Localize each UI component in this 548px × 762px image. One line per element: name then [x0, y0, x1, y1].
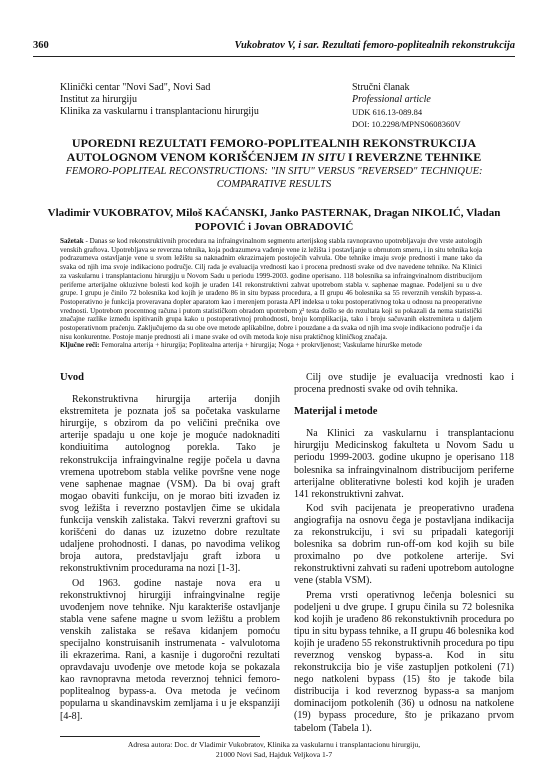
running-title: Vukobratov V, i sar. Rezultati femoro-poplitealnih rekonstrukcija: [234, 40, 515, 51]
footnote-line: 21000 Novi Sad, Hajduk Veljkova 1-7: [215, 749, 333, 759]
body-paragraph: Kod svih pacijenata je preoperativno urađena angiografija na osnovu čega je postavljana indikacija za rekonstrukciju, i svi su pripadali kategoriji bolesnika sa dobrim run-off-om kod kojih su bile proximalno po dve potkolene arterije. Svi rekonstruktivni zahvati su rađeni upotrebom autologne vene (stabla VSM).: [294, 502, 514, 587]
body-paragraph: Od 1963. godine nastaje nova era u rekonstruktivnoj hirurgiji infraingvinalne regije uvođenjem nove tehnike. Nju karakteriše ostavljanje stabla vene safene magne u svom ležištu a problem venskih zalistaka se rešava kidanjem pomoću specijalno konstruisanih instrumenata - valvulotoma ili ekrazerima. Rani, a kasnije i dugoročni rezultati opravdavaju uvođenje ove metode koja se pokazala kao ravnopravna metoda reverznoj tehnici femoro-poplitealnog bypass-a. Ova metoda je većinom popularna u skandinavskim zemljama i u je ekspanziji [4-8].: [60, 577, 280, 722]
page-number: 360: [33, 40, 49, 51]
article-type-sr: Stručni članak: [352, 82, 410, 93]
abstract-paragraph: [60, 237, 482, 341]
footnote-rule: [60, 736, 260, 737]
header-rule: [33, 56, 515, 57]
left-column: [60, 372, 280, 723]
body-paragraph: Prema vrsti operativnog lečenja bolesnici su podeljeni u dve grupe. I grupu činila su 72 bolesnika kod kojih je urađeno 86 rekonstuktivnih procedura po tipu in situ bypass tehnike, a II grupu 46 bolesnika kod kojih je urađeno 55 rekonstruktivnih procedura po tipu reverznog venskog bypass-a. Kod in situ rekonstrukcija bio je više zastupljen potkoleni (71) nego natkoleni bypass (15) što je takođe bila distribucija i kod reverznog bypass-a sa manjom dominacijom potkolenih (36) u odnosu na natkolene (19) bypass procedure, što je prikazano prvom tabelom (Tabela 1).: [294, 589, 514, 734]
article-title-sr: [40, 136, 508, 164]
affiliation-line: Institut za hirurgiju: [60, 94, 138, 105]
title-text: I REVERZNE TEHNIKE: [345, 150, 482, 164]
running-header: [33, 40, 515, 54]
article-title-en: FEMORO-POPLITEAL RECONSTRUCTIONS: "IN SITU" VERSUS "REVERSED" TECHNIQUE: COMPARATIVE RESULTS: [65, 166, 483, 190]
authors-line: POPOVIĆ i Jovan OBRADOVIĆ: [194, 221, 354, 233]
affiliation-line: Klinika za vaskularnu i transplantacionu hirurgiju: [60, 106, 259, 117]
authors: [40, 206, 508, 234]
article-type-en: Professional article: [352, 94, 431, 105]
section-heading-methods: Materijal i metode: [294, 406, 378, 418]
section-heading-intro: Uvod: [60, 372, 84, 383]
authors-line: Vladimir VUKOBRATOV, Miloš KAĆANSKI, Janko PASTERNAK, Dragan NIKOLIĆ, Vladan: [47, 207, 501, 219]
body-paragraph: Cilj ove studije je evaluacija vrednosti kao i procena prednosti svake od ovih tehnika.: [294, 372, 514, 396]
keywords: [60, 341, 482, 350]
abstract-text: - Danas se kod rekonstruktivnih procedura na infraingvinalnom segmentu arterijskog stabla ravnopravno upotrebljavaju dve vrste autologih venskih graftova. Upotrebljava se reverzna tehnika, koja podrazumeva vađenje vene iz ležišta i postavljanje u obrnutom smeru, i in situ tehnika koja podrazumeva ostavljanje vene u svom ležištu sa naknadnim ekrazirnajem postojećih valvula. Obe tehnike imaju svoje prednosti i mane tako da svaka od njih ima svoje indikaciono područje. Cilj rada je evaluacija vrednosti kao i procena prednosti svake od dve navedene tehnike. Na Klinici za vaskularnu i transplantacionu hirurgiju u Novom Sadu u periodu 1999-2003. godine operisano. 118 bolesnika sa infraingvinalnom distribucijom periferne arterijalne okluzivne bolesti kod kojih je urađen 141 rekonstruktivni zahvat upotrebom stabla v. saphenae magnae. Podeljeni su u dve grupe. I grupu je činilo 72 bolesnika kod kojih je urađeno 86 in situ bypass procedura, a II grupu 46 bolesnika sa 55 reverznih venskih bypass-a. Postoperativno je funkcija proveravana dopler aparatom kao i merenjem porasta API indeksa u toku postoperativnog toka u odnosu na preoperativne vrednosti. Upotrebom procentnog računa i putom statističkom obradom upotrebom χ² testa došlo se do rezultata koji su pokazali da nema statistički značajne razlike između ispitivanih grupa kako u postoperativnoj prohodnosti, broju komplikacija, tako i broju sačuvanih ekstremiteta u daljem postoperativnom praćenju. Zaključujemo da su obe ove metode aplikabilne, dobre i pouzdane a da svaka od njih ima svoje indikaciono područje i da nisu konkurentne. Postoje manje prednosti ali i mane svake od ovih metoda koje nisu praktičnog kliničkog značaja.: [60, 237, 482, 341]
udk-code: UDK 616.13-089.84: [352, 107, 423, 117]
abstract-label: Sažetak: [60, 237, 84, 245]
keywords-text: Femoralna arterija + hirurgija; Poplitealna arterija + hirurgija; Noga + prokrvljenost; Vaskularne hirurške metode: [99, 341, 422, 350]
doi: DOI: 10.2298/MPNS0608360V: [352, 119, 461, 129]
keywords-label: Ključne reči:: [60, 341, 100, 350]
footnote-line: Adresa autora: Doc. dr Vladimir Vukobratov, Klinika za vaskularnu i transplantacionu hirurgiju,: [127, 740, 421, 749]
title-text: UPOREDNI REZULTATI FEMORO-POPLITEALNIH REKONSTRUKCIJA AUTOLOGNOM VENOM KORIŠĆENJEM: [66, 136, 477, 164]
abstract: [60, 237, 482, 350]
title-block: [40, 136, 508, 191]
title-italic: IN SITU: [301, 150, 346, 164]
affiliation-line: Klinički centar "Novi Sad", Novi Sad: [60, 82, 211, 93]
right-column: [294, 372, 514, 735]
affiliation: [60, 82, 259, 118]
body-paragraph: Rekonstruktivna hirurgija arterija donjih ekstremiteta je poznata još sa početaka vaskularne hirurgije, s obzirom da po veličini prečnika ove arterije spadaju u one koje je moguće nadoknaditi kondiuitima autolognog porekla. Tako je rekonstrukcija infraingvinalne regije počela u davna vremena upotrebom stabla velike površne vene noge vene saphenae magnae (VSM). Da bi ovaj graft mogao obaviti funkciju, on je morao biti izvađen iz svog ležišta i reverzno postavljen čime se ukidala funkcija venskih zalistaka. Takvi reverzni graftovi su korišćeni do danas uz izuzetno dobre rezultate udaljene prohodnosti. I danas, po navodima velikog broja autora, predstavljaju graft izbora u rekonstruktivnim procedurama na nozi [1-3].: [60, 394, 280, 575]
body-paragraph: Na Klinici za vaskularnu i transplantacionu hirurgiju Medicinskog fakulteta u Novom Sadu u periodu 1999-2003. godine ukupno je operisano 118 bolesnika sa infraingvinalnom distribucijom periferne arterijalne obliterativne bolesti kod kojih je urađen 141 rekonstruktivni zahvat.: [294, 428, 514, 500]
footnote-address: [40, 740, 508, 759]
article-info: [352, 82, 461, 130]
